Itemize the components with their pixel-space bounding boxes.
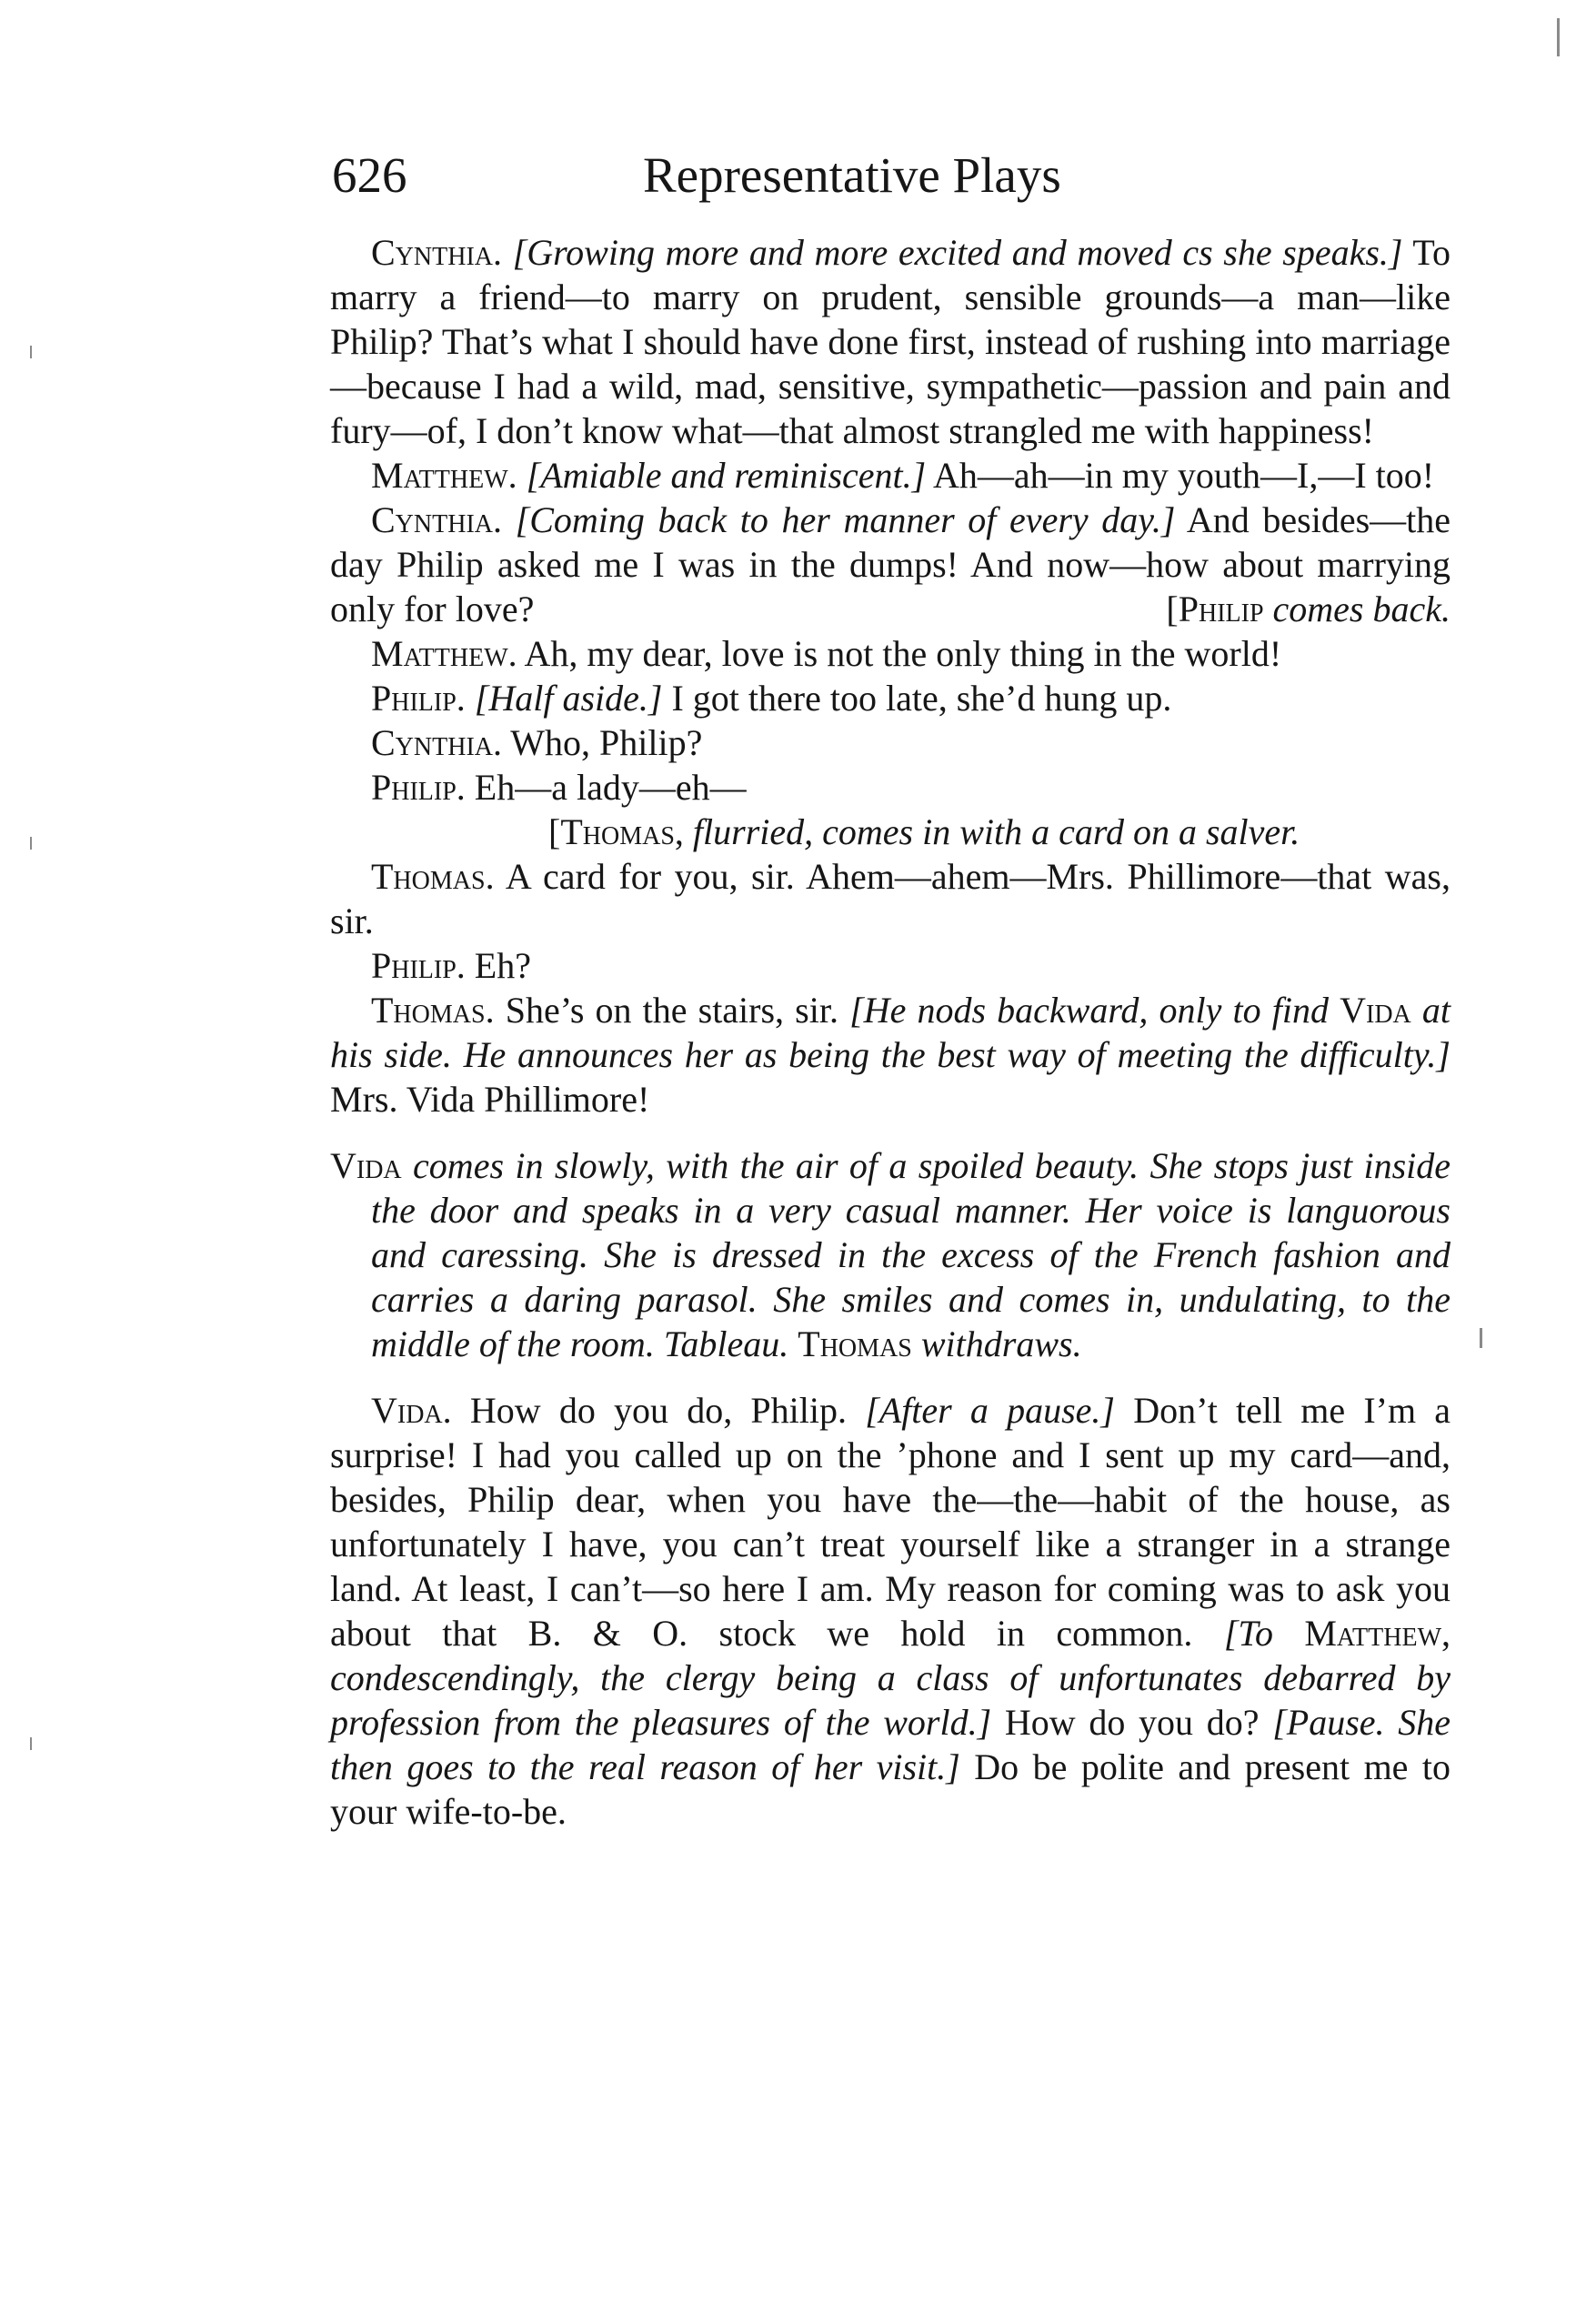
bracket: [	[548, 811, 561, 852]
stage-direction: withdraws.	[920, 1323, 1082, 1364]
dialogue-text: And besides—the day Philip asked me I was in the dumps! And now—how about marrying only for love?	[330, 499, 1451, 629]
dialogue-text: Mrs. Vida Phillimore!	[330, 1079, 650, 1120]
speech-cynthia-3	[330, 720, 1450, 765]
stage-direction: flurried, comes in with a card on a salver.	[692, 811, 1300, 852]
character-name: Philip	[1178, 589, 1264, 629]
speaker-name: Cynthia.	[371, 232, 502, 273]
dialogue-text: To marry a friend—to marry on prudent, sensible grounds—a man—like Philip? That’s what I should have done first, instead of rushing into marriage—because I had a wild, mad, sensitive, sympathetic—passion and pain and fury—of, I don’t know what—that almost strangled me with happiness!	[330, 232, 1451, 451]
scan-mark	[30, 837, 32, 850]
bracket: [	[1166, 589, 1179, 629]
stage-direction: comes back.	[1272, 589, 1450, 629]
speaker-name: Philip.	[371, 767, 466, 808]
speaker-name: Vida.	[371, 1390, 452, 1431]
speaker-name: Philip.	[371, 678, 466, 719]
character-name: Thomas	[798, 1323, 912, 1364]
speech-vida-1	[330, 1388, 1450, 1834]
speech-philip-2	[330, 765, 1450, 810]
speaker-name: Matthew.	[371, 633, 517, 674]
trailing-stage-direction	[1125, 587, 1450, 631]
character-name: Thomas,	[560, 811, 684, 852]
dialogue-text: How do you do?	[1004, 1702, 1260, 1743]
speaker-name: Philip.	[371, 945, 466, 986]
stage-direction: [Pause. She then goes to the real reason of her visit.]	[330, 1702, 1451, 1787]
stage-direction: [After a pause.]	[865, 1390, 1116, 1431]
dialogue-text: Eh?	[474, 945, 531, 986]
running-title: Representative Plays	[643, 147, 1061, 203]
stage-direction: [Amiable and reminiscent.]	[526, 455, 927, 496]
stage-direction: at his side. He announces her as being the best way of meeting the difficulty.]	[330, 990, 1451, 1075]
stage-direction: [Half aside.]	[474, 678, 663, 719]
character-name: Matthew,	[1304, 1613, 1451, 1654]
stage-direction: [Growing more and more excited and moved cs she speaks.]	[512, 232, 1403, 273]
dialogue-text: Do be polite and present me to your wife-to-be.	[330, 1746, 1451, 1832]
dialogue-text: Ah, my dear, love is not the only thing in the world!	[524, 633, 1282, 674]
scan-mark	[1557, 18, 1560, 56]
speech-thomas-1	[330, 854, 1450, 943]
speech-philip-1	[330, 676, 1450, 720]
scan-mark	[30, 346, 32, 358]
page-body	[330, 230, 1450, 1834]
stage-direction: [He nods backward, only to find	[849, 990, 1329, 1031]
scan-mark	[30, 1737, 32, 1750]
character-name: Vida	[330, 1145, 402, 1186]
dialogue-text: How do you do, Philip.	[469, 1390, 847, 1431]
speech-matthew-1	[330, 453, 1450, 498]
dialogue-text: Eh—a lady—eh—	[474, 767, 747, 808]
dialogue-text: Who, Philip?	[510, 722, 703, 763]
speech-thomas-2	[330, 988, 1450, 1122]
speaker-name: Cynthia.	[371, 499, 502, 540]
stage-direction: [Coming back to her manner of every day.]	[515, 499, 1176, 540]
speech-cynthia-1	[330, 230, 1450, 453]
stage-direction: comes in slowly, with the air of a spoiled beauty. She stops just inside the door and speaks in a very casual manner. Her voice is languorous and caressing. She is dressed in the excess of the French fashion and carries a daring parasol. She smiles and comes in, undulating, to the middle of the room. Tableau.	[371, 1145, 1450, 1364]
speaker-name: Cynthia.	[371, 722, 502, 763]
character-name: Vida	[1340, 990, 1411, 1031]
dialogue-text: I got there too late, she’d hung up.	[671, 678, 1172, 719]
speaker-name: Matthew.	[371, 455, 517, 496]
entrance-direction-thomas	[330, 810, 1450, 854]
dialogue-text: Don’t tell me I’m a surprise! I had you called up on the ’phone and I sent up my card—and, besides, Philip dear, when you have the—the—habit of the house, as unfortunately I have, you can’t treat yourself like a stranger in a strange land. At least, I can’t—so here I am. My reason for coming was to ask you about that B. & O. stock we hold in common.	[330, 1390, 1451, 1654]
stage-direction: [To	[1223, 1613, 1273, 1654]
speech-matthew-2	[330, 631, 1450, 676]
page-number: 626	[332, 147, 407, 203]
stage-direction-block	[330, 1143, 1450, 1366]
speaker-name: Thomas.	[371, 856, 495, 897]
speech-cynthia-2	[330, 498, 1450, 631]
dialogue-text: She’s on the stairs, sir.	[505, 990, 838, 1031]
scan-mark	[1480, 1328, 1482, 1348]
speech-philip-3	[330, 943, 1450, 988]
dialogue-text: Ah—ah—in my youth—I,—I too!	[933, 455, 1435, 496]
dialogue-text: A card for you, sir. Ahem—ahem—Mrs. Phillimore—that was, sir.	[330, 856, 1450, 941]
running-header	[332, 144, 1450, 207]
speaker-name: Thomas.	[371, 990, 495, 1031]
stage-direction: condescendingly, the clergy being a class of unfortunates debarred by profession from the pleasures of the world.]	[330, 1657, 1450, 1743]
